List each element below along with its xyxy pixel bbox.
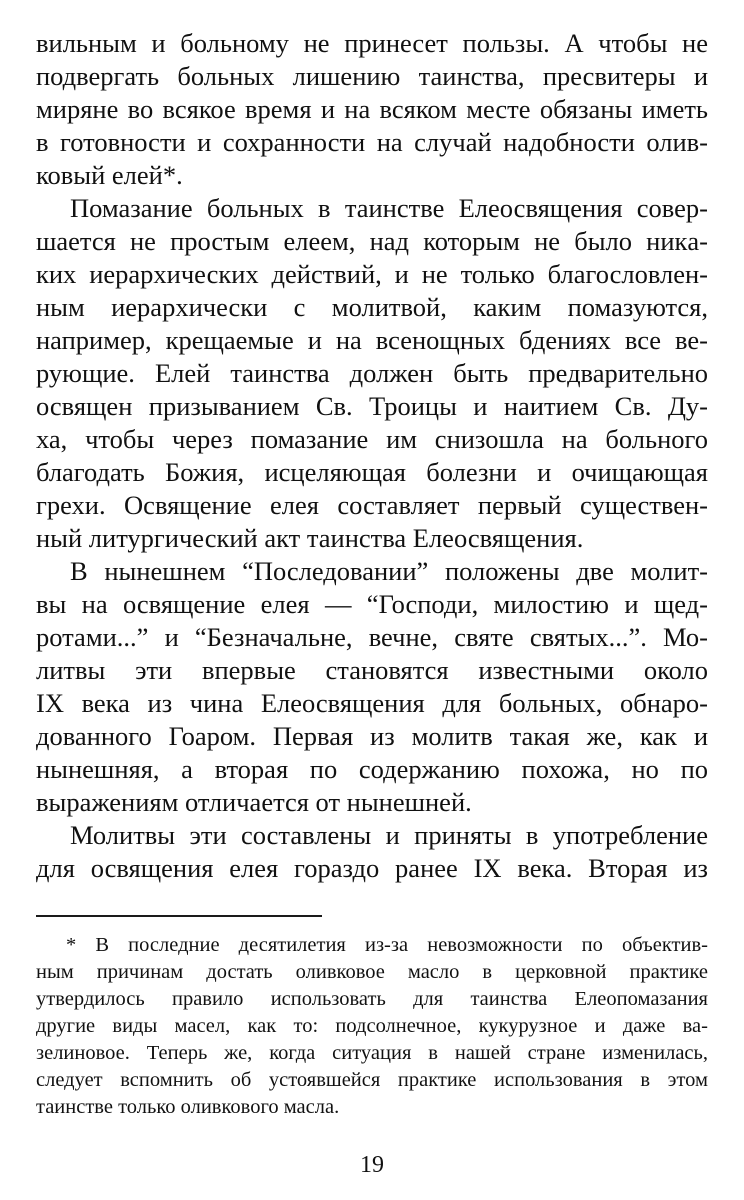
text-line: рующие. Елей таинства должен быть предварительно xyxy=(36,358,708,388)
text-line: подвергать больных лишению таинства, пресвитеры и xyxy=(36,61,708,91)
text-line: нынешняя, а вторая по содержанию похожа, но по xyxy=(36,754,708,784)
text-line: ротами...” и “Безначальне, вечне, святе святых...”. Мо- xyxy=(36,622,708,652)
footnote-line: таинстве только оливкового масла. xyxy=(36,1096,340,1118)
text-line: литвы эти впервые становятся известными около xyxy=(36,655,708,685)
text-line: IX века из чина Елеосвящения для больных, обнаро- xyxy=(36,688,708,718)
text-line: ких иерархических действий, и не только благословлен- xyxy=(36,259,708,289)
text-line: вильным и больному не принесет пользы. А чтобы не xyxy=(36,28,708,58)
text-line: грехи. Освящение елея составляет первый существен- xyxy=(36,490,708,520)
text-line: ным иерархически с молитвой, каким помазуются, xyxy=(36,292,708,322)
footnote-line: ным причинам достать оливковое масло в церковной практике xyxy=(36,961,708,983)
text-line: для освящения елея гораздо ранее IX века. Вторая из xyxy=(36,853,708,883)
text-line: ный литургический акт таинства Елеосвящения. xyxy=(36,523,584,553)
footnote-line: зелиновое. Теперь же, когда ситуация в нашей стране изменилась, xyxy=(36,1042,708,1064)
text-line: Молитвы эти составлены и приняты в употребление xyxy=(70,820,708,850)
footnote-divider xyxy=(36,915,322,917)
footnote-line: другие виды масел, как то: подсолнечное, кукурузное и даже ва- xyxy=(36,1015,708,1037)
text-line: миряне во всякое время и на всяком месте обязаны иметь xyxy=(36,94,708,124)
text-line: ха, чтобы через помазание им снизошла на больного xyxy=(36,424,708,454)
text-line: дованного Гоаром. Первая из молитв такая же, как и xyxy=(36,721,708,751)
page-number: 19 xyxy=(360,1152,384,1178)
text-line: вы на освящение елея — “Господи, милостию и щед- xyxy=(36,589,708,619)
text-line: В нынешнем “Последовании” положены две молит- xyxy=(70,556,708,586)
text-line: выражениям отличается от нынешней. xyxy=(36,787,472,817)
text-line: освящен призыванием Св. Троицы и наитием Св. Ду- xyxy=(36,391,708,421)
text-line: ковый елей*. xyxy=(36,160,183,190)
main-text xyxy=(36,27,708,885)
footnote-line: утвердилось правило использовать для таинства Елеопомазания xyxy=(36,988,708,1010)
text-line: благодать Божия, исцеляющая болезни и очищающая xyxy=(36,457,708,487)
footnote-line: * В последние десятилетия из-за невозможности по объектив- xyxy=(66,934,708,956)
footnote-line: следует вспомнить об устоявшейся практике использования в этом xyxy=(36,1069,708,1091)
text-line: Помазание больных в таинстве Елеосвящения совер- xyxy=(70,193,708,223)
footnote xyxy=(36,932,708,1121)
text-line: шается не простым елеем, над которым не было никa- xyxy=(36,226,708,256)
text-line: в готовности и сохранности на случай надобности олив- xyxy=(36,127,708,157)
text-line: например, крещаемые и на всенощных бдениях все ве- xyxy=(36,325,708,355)
